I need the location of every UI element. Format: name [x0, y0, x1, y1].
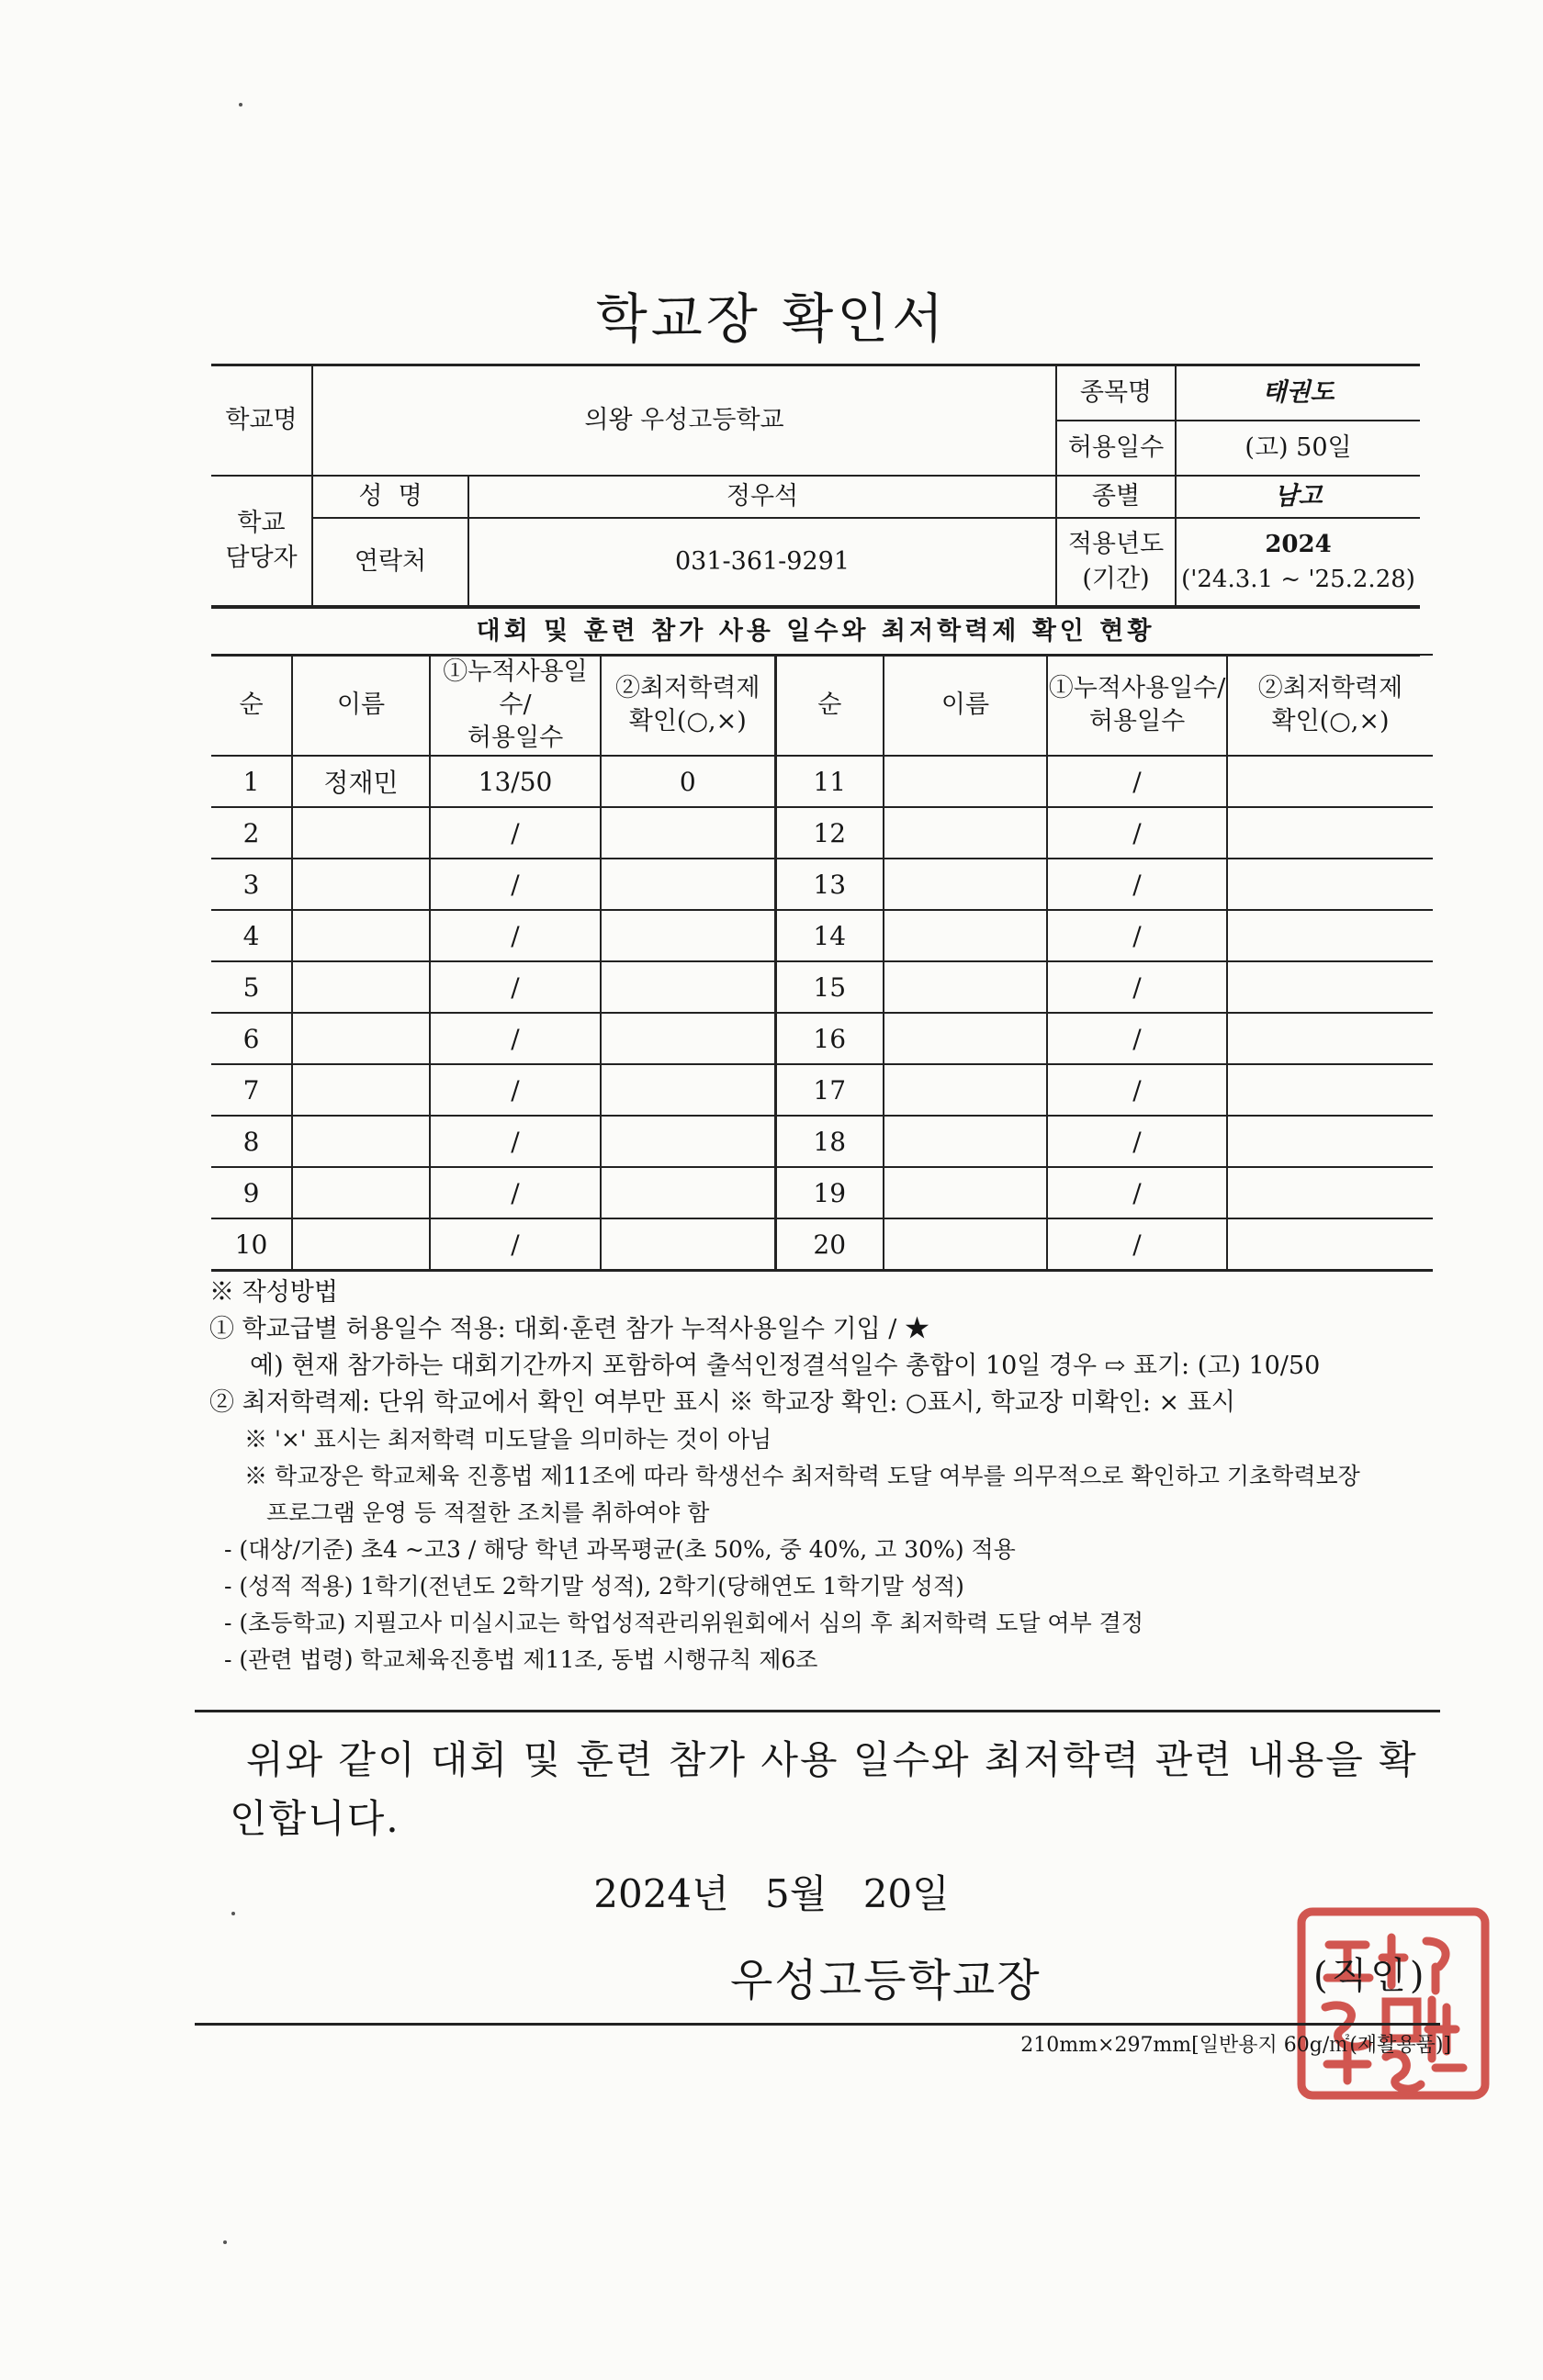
- row-check: [601, 1013, 775, 1064]
- row-no: 17: [775, 1064, 884, 1116]
- table-row: [211, 1218, 1433, 1271]
- year-value: 2024: [1265, 530, 1332, 558]
- row-check: [1227, 859, 1433, 910]
- row-days: /: [1047, 1064, 1227, 1116]
- row-name: [884, 1013, 1047, 1064]
- paper-spec: 210mm×297mm[일반용지 60g/㎡(재활용품)]: [1020, 2034, 1451, 2057]
- row-check: [1227, 1167, 1433, 1218]
- row-no: 16: [775, 1013, 884, 1064]
- row-check: [601, 1218, 775, 1271]
- row-no: 11: [775, 756, 884, 807]
- row-name: [292, 910, 430, 961]
- row-days: /: [1047, 1218, 1227, 1271]
- seal-strokes: [1301, 1912, 1485, 2095]
- row-name: [884, 961, 1047, 1013]
- row-name: [884, 807, 1047, 859]
- row-check: [1227, 756, 1433, 807]
- period-value: ('24.3.1 ~ '25.2.28): [1181, 565, 1415, 593]
- note-dash-2: - (성적 적용) 1학기(전년도 2학기말 성적), 2학기(당해연도 1학기말 성적): [224, 1573, 964, 1600]
- row-check: [1227, 1064, 1433, 1116]
- row-days: /: [430, 1064, 601, 1116]
- divider: [195, 1710, 1440, 1712]
- year-label-line1: 적용년도: [1067, 529, 1165, 558]
- row-days: /: [430, 859, 601, 910]
- row-name: [292, 961, 430, 1013]
- row-name: [292, 807, 430, 859]
- row-days: /: [1047, 1013, 1227, 1064]
- row-no: 18: [775, 1116, 884, 1167]
- col-no: 순: [775, 655, 884, 756]
- row-no: 19: [775, 1167, 884, 1218]
- table-row: [211, 910, 1433, 961]
- staff-label-line2: 담당자: [225, 543, 298, 572]
- row-no: 15: [775, 961, 884, 1013]
- table-row: [211, 1013, 1433, 1064]
- school-value: 의왕 우성고등학교: [312, 365, 1056, 476]
- row-check: [601, 1116, 775, 1167]
- col-days: [1047, 655, 1227, 756]
- col-days-line1: ①누적사용일수/: [443, 657, 588, 719]
- table-row: [211, 1064, 1433, 1116]
- row-days: /: [430, 807, 601, 859]
- gender-value: 남고: [1176, 476, 1420, 518]
- row-check: [601, 961, 775, 1013]
- row-days: /: [430, 1167, 601, 1218]
- issue-date: 2024년 5월 20일: [593, 1871, 950, 1916]
- col-days-line2: 허용일수: [1088, 707, 1186, 735]
- row-days: /: [430, 1013, 601, 1064]
- event-value: 태권도: [1176, 365, 1420, 421]
- row-check: [1227, 961, 1433, 1013]
- staff-label-line1: 학교: [237, 508, 286, 537]
- col-days: [430, 655, 601, 756]
- row-no: 7: [211, 1064, 292, 1116]
- status-caption: 대회 및 훈련 참가 사용 일수와 최저학력제 확인 현황: [211, 606, 1420, 657]
- row-check: [1227, 1218, 1433, 1271]
- row-no: 10: [211, 1218, 292, 1271]
- scan-speck: [223, 2240, 227, 2244]
- row-days: /: [1047, 859, 1227, 910]
- note-2-sub-1: ※ '×' 표시는 최저학력 미도달을 의미하는 것이 아님: [244, 1426, 772, 1453]
- col-days-line2: 허용일수: [467, 724, 564, 752]
- row-no: 3: [211, 859, 292, 910]
- col-check: [1227, 655, 1433, 756]
- row-name: [884, 1167, 1047, 1218]
- principal-title: 우성고등학교장: [730, 1955, 1042, 2006]
- allowed-days-value: (고) 50일: [1176, 421, 1420, 476]
- row-check: [601, 1167, 775, 1218]
- row-check: [1227, 1013, 1433, 1064]
- row-no: 6: [211, 1013, 292, 1064]
- row-days: /: [1047, 756, 1227, 807]
- row-no: 5: [211, 961, 292, 1013]
- col-check-line2: 확인(○,×): [1271, 707, 1390, 735]
- name-value: 정우석: [468, 476, 1056, 518]
- note-2-sub-2b: 프로그램 운영 등 적절한 조치를 취하여야 함: [266, 1499, 710, 1526]
- staff-label: [211, 476, 312, 606]
- row-check: [1227, 910, 1433, 961]
- document-title: 학교장 확인서: [595, 287, 948, 350]
- row-days: 13/50: [430, 756, 601, 807]
- row-name: [884, 910, 1047, 961]
- note-1-example: 예) 현재 참가하는 대회기간까지 포함하여 출석인정결석일수 총합이 10일 경우 ⇨ 표기: (고) 10/50: [250, 1352, 1321, 1380]
- row-days: /: [1047, 961, 1227, 1013]
- row-check: [601, 859, 775, 910]
- row-name: 정재민: [292, 756, 430, 807]
- year-label-line2: (기간): [1082, 564, 1150, 593]
- table-row: [211, 961, 1433, 1013]
- row-no: 8: [211, 1116, 292, 1167]
- row-name: [884, 756, 1047, 807]
- row-check: [601, 1064, 775, 1116]
- col-check-line2: 확인(○,×): [628, 707, 747, 735]
- name-label: 성 명: [312, 476, 468, 518]
- table-row: [211, 1116, 1433, 1167]
- row-days: /: [1047, 807, 1227, 859]
- allowed-days-label: 허용일수: [1056, 421, 1176, 476]
- row-name: [884, 1116, 1047, 1167]
- row-name: [884, 1218, 1047, 1271]
- table-row: [211, 859, 1433, 910]
- row-name: [292, 1218, 430, 1271]
- year-value-cell: [1176, 518, 1420, 606]
- row-no: 13: [775, 859, 884, 910]
- contact-value: 031-361-9291: [468, 518, 1056, 606]
- row-no: 1: [211, 756, 292, 807]
- col-no: 순: [211, 655, 292, 756]
- col-name: 이름: [292, 655, 430, 756]
- gender-label: 종별: [1056, 476, 1176, 518]
- school-info-table: [211, 364, 1420, 607]
- row-no: 12: [775, 807, 884, 859]
- confirmation-statement: 위와 같이 대회 및 훈련 참가 사용 일수와 최저학력 관련 내용을 확인합니다.: [230, 1737, 1418, 1841]
- row-name: [292, 1064, 430, 1116]
- row-no: 2: [211, 807, 292, 859]
- row-days: /: [430, 961, 601, 1013]
- row-no: 9: [211, 1167, 292, 1218]
- instructions: [209, 1274, 1440, 1678]
- row-days: /: [1047, 1116, 1227, 1167]
- row-check: [601, 807, 775, 859]
- row-days: /: [1047, 1167, 1227, 1218]
- row-no: 4: [211, 910, 292, 961]
- scan-speck: [239, 103, 242, 107]
- row-name: [292, 1167, 430, 1218]
- row-check: [601, 910, 775, 961]
- row-days: /: [430, 910, 601, 961]
- row-name: [292, 859, 430, 910]
- note-1: ① 학교급별 허용일수 적용: 대회·훈련 참가 누적사용일수 기입 / ★: [209, 1315, 929, 1343]
- row-check: 0: [601, 756, 775, 807]
- records-table: [211, 654, 1433, 1272]
- row-name: [292, 1013, 430, 1064]
- row-name: [884, 1064, 1047, 1116]
- row-no: 20: [775, 1218, 884, 1271]
- event-label: 종목명: [1056, 365, 1176, 421]
- row-check: [1227, 1116, 1433, 1167]
- col-name: 이름: [884, 655, 1047, 756]
- row-name: [292, 1116, 430, 1167]
- note-dash-3: - (초등학교) 지필고사 미실시교는 학업성적관리위원회에서 심의 후 최저학력 도달 여부 결정: [224, 1610, 1143, 1636]
- contact-label: 연락처: [312, 518, 468, 606]
- row-check: [1227, 807, 1433, 859]
- col-check-line1: ②최저학력제: [1257, 674, 1403, 702]
- note-2: ② 최저학력제: 단위 학교에서 확인 여부만 표시 ※ 학교장 확인: ○표시, 학교장 미확인: × 표시: [209, 1388, 1235, 1417]
- table-row: [211, 1167, 1433, 1218]
- row-days: /: [1047, 910, 1227, 961]
- divider: [195, 2023, 1440, 2026]
- year-label: [1056, 518, 1176, 606]
- table-row: [211, 756, 1433, 807]
- official-seal-icon: [1290, 1901, 1497, 2107]
- note-dash-4: - (관련 법령) 학교체육진흥법 제11조, 동법 시행규칙 제6조: [224, 1646, 818, 1673]
- row-name: [884, 859, 1047, 910]
- row-days: /: [430, 1116, 601, 1167]
- table-row: [211, 807, 1433, 859]
- row-days: /: [430, 1218, 601, 1271]
- school-label: 학교명: [211, 365, 312, 476]
- col-check-line1: ②최저학력제: [615, 674, 760, 702]
- row-no: 14: [775, 910, 884, 961]
- col-days-line1: ①누적사용일수/: [1048, 674, 1226, 702]
- note-dash-1: - (대상/기준) 초4 ~고3 / 해당 학년 과목평균(초 50%, 중 40%, 고 30%) 적용: [224, 1536, 1016, 1563]
- seal-label: (직인): [1313, 1955, 1428, 1997]
- records-header-row: [211, 655, 1433, 756]
- notes-heading: ※ 작성방법: [209, 1278, 338, 1307]
- col-check: [601, 655, 775, 756]
- note-2-sub-2: ※ 학교장은 학교체육 진흥법 제11조에 따라 학생선수 최저학력 도달 여부를 의무적으로 확인하고 기초학력보장: [244, 1463, 1360, 1489]
